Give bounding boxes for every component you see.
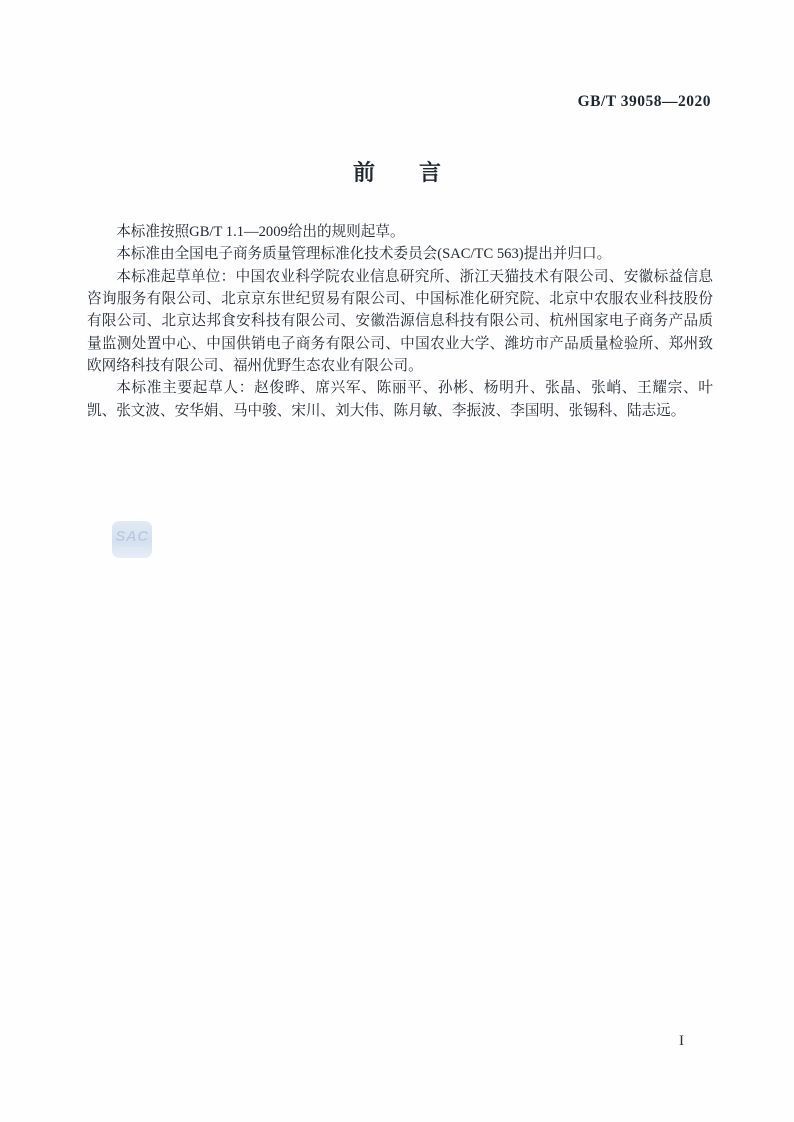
page-number: I bbox=[679, 1033, 684, 1049]
foreword-body bbox=[87, 221, 713, 422]
paragraph-drafting-organizations: 本标准起草单位：中国农业科学院农业信息研究所、浙江天猫技术有限公司、安徽标益信息咨询服务有限公司、北京京东世纪贸易有限公司、中国标准化研究院、北京中农服农业科技股份有限公司、北京达邦食安科技有限公司、安徽浩源信息科技有限公司、杭州国家电子商务产品质量监测处置中心、中国供销电子商务有限公司、中国农业大学、潍坊市产品质量检验所、郑州致欧网络科技有限公司、福州优野生态农业有限公司。 bbox=[87, 268, 713, 375]
standard-number: GB/T 39058—2020 bbox=[577, 93, 711, 110]
paragraph-drafting-rules: 本标准按照GB/T 1.1—2009给出的规则起草。 bbox=[116, 224, 405, 240]
sac-logo-icon: SAC bbox=[115, 527, 149, 545]
sac-logo-underline bbox=[119, 547, 145, 551]
paragraph-proposing-committee: 本标准由全国电子商务质量管理标准化技术委员会(SAC/TC 563)提出并归口。 bbox=[116, 246, 612, 263]
sac-watermark-logo bbox=[112, 521, 152, 558]
paragraph-main-drafters: 本标准主要起草人：赵俊晔、席兴军、陈丽平、孙彬、杨明升、张晶、张峭、王耀宗、叶凯、张文波、安华娟、马中骏、宋川、刘大伟、陈月敏、李振波、李国明、张锡科、陆志远。 bbox=[87, 380, 713, 419]
foreword-title: 前 言 bbox=[352, 160, 441, 185]
